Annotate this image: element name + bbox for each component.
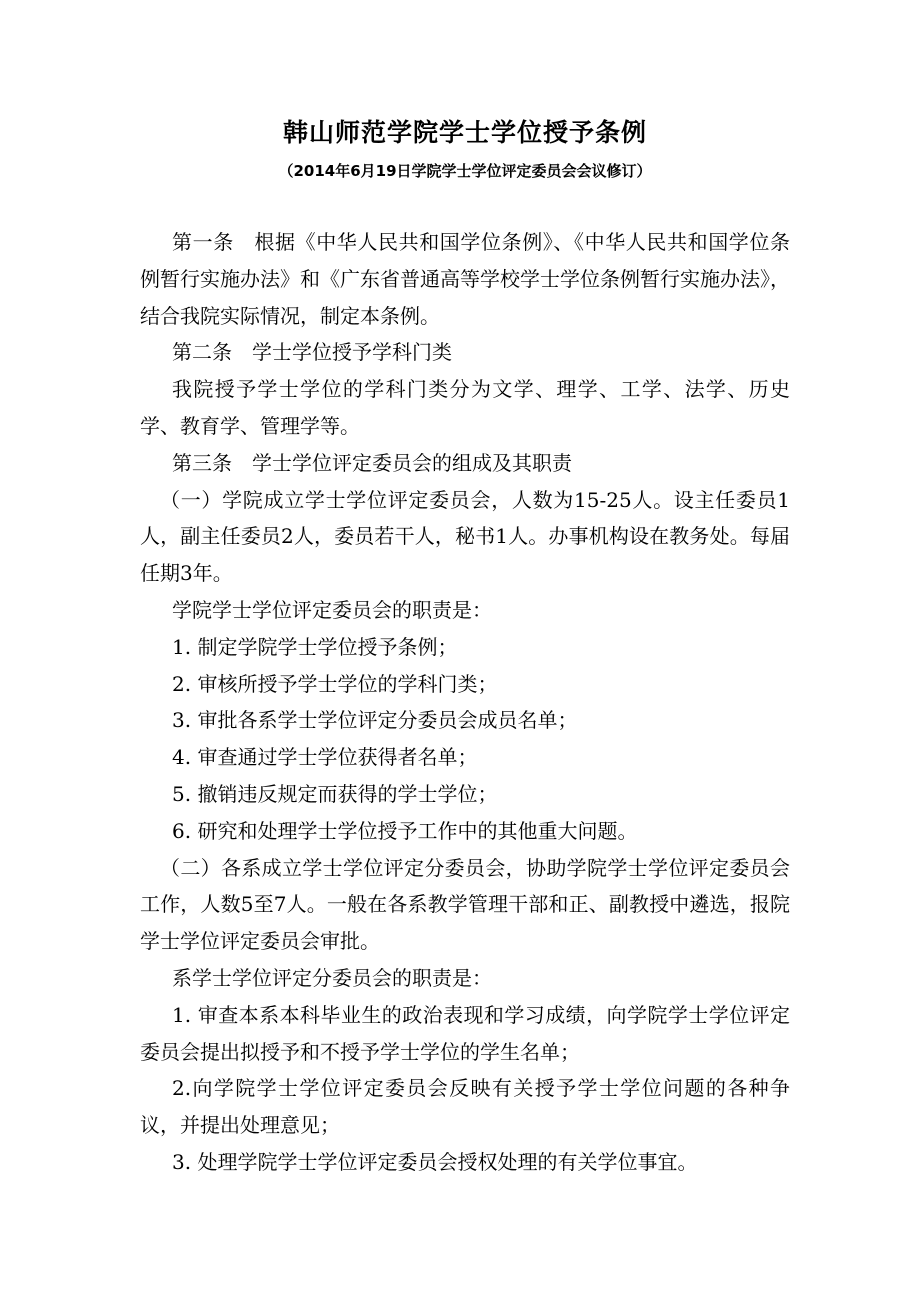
article-2-body: 我院授予学士学位的学科门类分为文学、理学、工学、法学、历史学、教育学、管理学等。 [140, 377, 790, 438]
committee-duty-item: 3. 审批各系学士学位评定分委员会成员名单； [172, 708, 578, 733]
subcommittee-duty-item: 3. 处理学院学士学位评定委员会授权处理的有关学位事宜。 [172, 1149, 698, 1174]
document-page [140, 112, 790, 1181]
committee-duty-item: 4. 审查通过学士学位获得者名单； [172, 745, 478, 770]
article-3-heading: 第三条 学士学位评定委员会的组成及其职责 [172, 450, 572, 475]
article-1: 第一条 根据《中华人民共和国学位条例》、《中华人民共和国学位条例暂行实施办法》和《广东省普通高等学校学士学位条例暂行实施办法》，结合我院实际情况，制定本条例。 [140, 230, 790, 328]
committee-duty-item: 2. 审核所授予学士学位的学科门类； [172, 671, 498, 696]
document-subtitle: （2014年6月19日学院学士学位评定委员会会议修订） [278, 162, 652, 180]
committee-duty-item: 5. 撤销违反规定而获得的学士学位； [172, 781, 498, 806]
subcommittee-duty-item: 2.向学院学士学位评定委员会反映有关授予学士学位问题的各种争议，并提出处理意见； [140, 1076, 790, 1138]
document-title: 韩山师范学院学士学位授予条例 [282, 118, 647, 147]
article-3-section-2: （二）各系成立学士学位评定分委员会，协助学院学士学位评定委员会工作，人数5至7人。一般在各系教学管理干部和正、副教授中遴选，报院学士学位评定委员会审批。 [140, 855, 790, 954]
committee-duty-item: 6. 研究和处理学士学位授予工作中的其他重大问题。 [172, 818, 638, 843]
subcommittee-duties-heading: 系学士学位评定分委员会的职责是： [172, 965, 492, 990]
committee-duties-heading: 学院学士学位评定委员会的职责是： [172, 597, 492, 622]
committee-duty-item: 1. 制定学院学士学位授予条例； [172, 634, 458, 659]
article-2-heading: 第二条 学士学位授予学科门类 [172, 340, 452, 365]
article-3-section-1: （一）学院成立学士学位评定委员会，人数为15-25人。设主任委员1人，副主任委员2人，委员若干人，秘书1人。办事机构设在教务处。每届任期3年。 [140, 487, 790, 586]
subcommittee-duty-item: 1. 审查本系本科毕业生的政治表现和学习成绩，向学院学士学位评定委员会提出拟授予和不授予学士学位的学生名单； [140, 1002, 790, 1064]
